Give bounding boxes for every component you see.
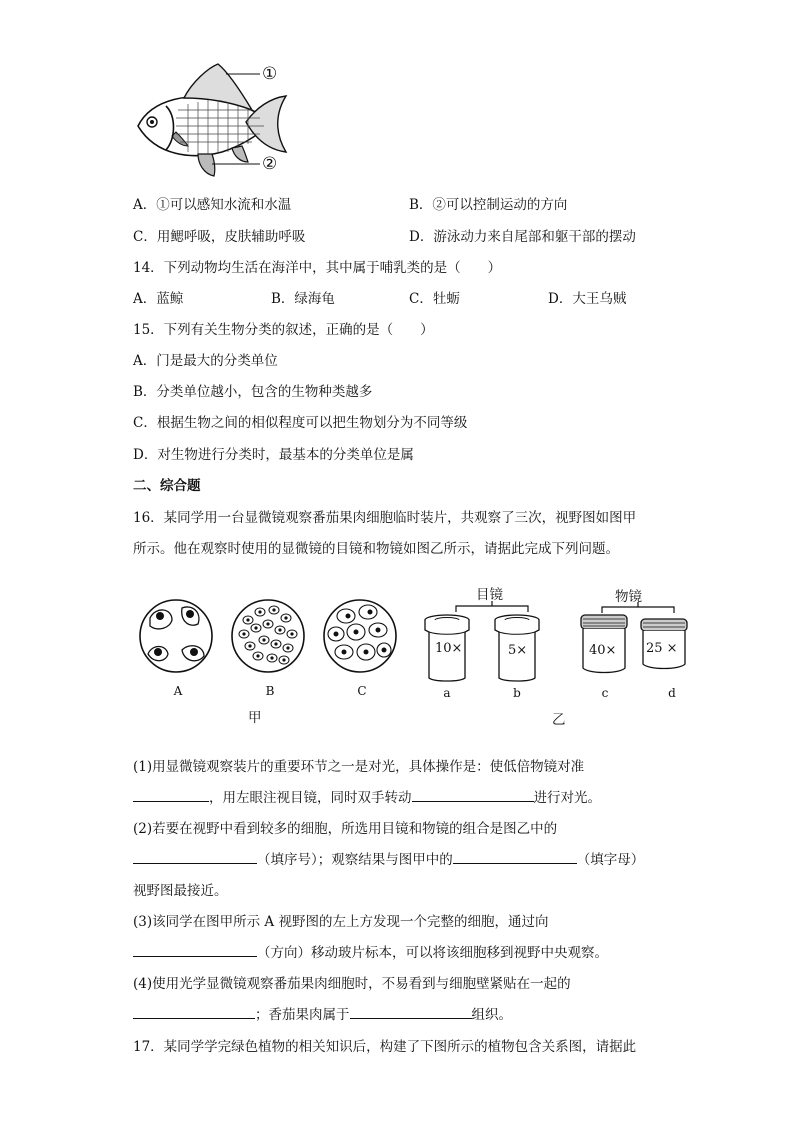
answer-blank-1[interactable] bbox=[133, 787, 209, 802]
q16-p4-line2: ；香茄果肉属于 组织。 bbox=[133, 1003, 512, 1023]
q15-option-b: B．分类单位越小，包含的生物种类越多 bbox=[133, 384, 373, 400]
objective-title: 物镜 bbox=[615, 589, 642, 605]
eyepiece-title: 目镜 bbox=[476, 587, 503, 603]
q14-option-c: C．牡蛎 bbox=[409, 291, 460, 307]
q16-p4-line1: (4)使用光学显微镜观察番茄果肉细胞时，不易看到与细胞壁紧贴在一起的 bbox=[133, 976, 571, 992]
lens-b-label: b bbox=[513, 686, 521, 700]
answer-blank-4[interactable] bbox=[453, 849, 577, 864]
fish-label-1: ① bbox=[262, 64, 278, 84]
view-a-label: A bbox=[173, 684, 183, 698]
q16-p3-line2: （方向）移动玻片标本，可以将该细胞移到视野中央观察。 bbox=[133, 941, 608, 961]
q16-p2-line1: (2)若要在视野中看到较多的细胞，所选用目镜和物镜的组合是图乙中的 bbox=[133, 821, 558, 837]
q16-stem-line1: 16．某同学用一台显微镜观察番茄果肉细胞临时装片，共观察了三次，视野图如图甲 bbox=[133, 510, 637, 526]
answer-blank-2[interactable] bbox=[412, 787, 534, 802]
q16-p2-line3: 视野图最接近。 bbox=[133, 883, 228, 899]
lens-a-mag: 10× bbox=[435, 641, 463, 656]
q15-option-c: C．根据生物之间的相似程度可以把生物划分为不同等级 bbox=[133, 415, 468, 431]
q16-stem-line2: 所示。他在观察时使用的显微镜的目镜和物镜如图乙所示，请据此完成下列问题。 bbox=[133, 541, 619, 557]
lens-c-label: c bbox=[601, 686, 609, 700]
lens-b-mag: 5× bbox=[508, 643, 528, 658]
q14-stem: 14．下列动物均生活在海洋中，其中属于哺乳类的是（ ） bbox=[133, 260, 502, 276]
figure-yi-caption: 乙 bbox=[552, 712, 566, 728]
q13-option-c: C．用鳃呼吸，皮肤辅助呼吸 bbox=[133, 229, 306, 245]
view-b-label: B bbox=[265, 684, 275, 698]
view-c-label: C bbox=[357, 684, 367, 698]
view-b-circle bbox=[230, 598, 306, 674]
answer-blank-6[interactable] bbox=[133, 1004, 255, 1019]
q14-option-a: A．蓝鲸 bbox=[133, 291, 184, 307]
q13-option-d: D．游泳动力来自尾部和躯干部的摆动 bbox=[409, 229, 636, 245]
tail-fin bbox=[246, 96, 286, 152]
lens-d-mag: 25 × bbox=[646, 641, 678, 656]
lens-a-label: a bbox=[443, 686, 451, 700]
eyepiece-bracket bbox=[454, 600, 530, 614]
view-a-circle bbox=[138, 598, 214, 674]
q15-option-a: A．门是最大的分类单位 bbox=[133, 353, 278, 369]
q16-p1-line2: ，用左眼注视目镜，同时双手转动 进行对光。 bbox=[133, 786, 601, 806]
answer-blank-3[interactable] bbox=[133, 849, 257, 864]
answer-blank-7[interactable] bbox=[350, 1004, 472, 1019]
pelvic-fin bbox=[198, 154, 215, 176]
answer-blank-5[interactable] bbox=[133, 942, 257, 957]
fish-label-2: ② bbox=[262, 154, 278, 174]
q15-stem: 15．下列有关生物分类的叙述，正确的是（ ） bbox=[133, 322, 434, 338]
q16-p3-line1: (3)该同学在图甲所示 A 视野图的左上方发现一个完整的细胞，通过向 bbox=[133, 914, 549, 930]
q17-stem-line1: 17．某同学学完绿色植物的相关知识后，构建了下图所示的植物包含关系图，请据此 bbox=[133, 1039, 637, 1055]
view-c-circle bbox=[322, 598, 398, 674]
q15-option-d: D．对生物进行分类时，最基本的分类单位是属 bbox=[133, 447, 414, 463]
q13-option-a: A．①可以感知水流和水温 bbox=[133, 197, 292, 213]
figure-jia-caption: 甲 bbox=[248, 710, 262, 726]
lens-c-mag: 40× bbox=[589, 643, 617, 658]
q13-option-b: B．②可以控制运动的方向 bbox=[409, 197, 568, 213]
lens-d-label: d bbox=[668, 686, 676, 700]
section-heading: 二、综合题 bbox=[133, 478, 201, 494]
q14-option-d: D．大王乌贼 bbox=[548, 291, 627, 307]
q16-p1-line1: (1)用显微镜观察装片的重要环节之一是对光，具体操作是：使低倍物镜对准 bbox=[133, 759, 585, 775]
q14-option-b: B．绿海龟 bbox=[271, 291, 335, 307]
q16-p2-line2: （填序号）；观察结果与图甲中的 （填字母） bbox=[133, 848, 644, 868]
